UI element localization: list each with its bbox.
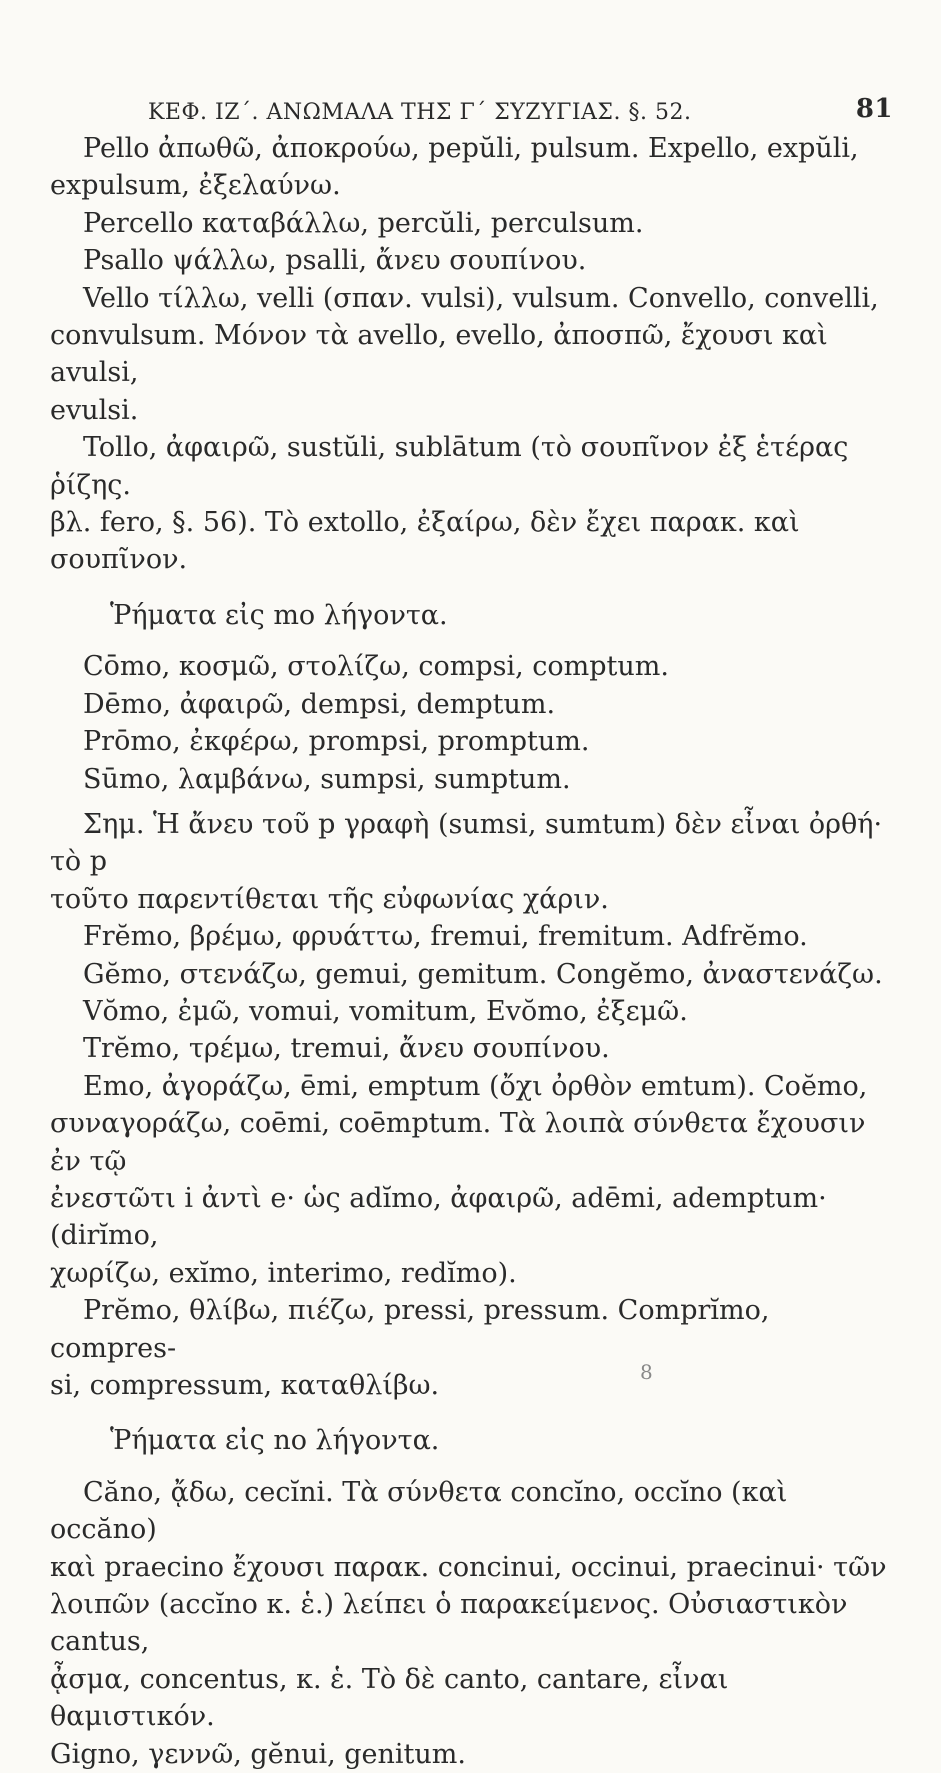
text-line: Emo, ἀγοράζω, ēmi, emptum (ὄχι ὀρθὸν emtum). Coĕmo, — [83, 1070, 868, 1102]
text-line: Percello καταβάλλω, percŭli, perculsum. — [83, 207, 644, 239]
text-line: χωρίζω, exĭmo, interimo, redĭmo). — [50, 1257, 517, 1289]
text-line: Prōmo, ἐκφέρω, prompsi, promptum. — [83, 726, 590, 758]
text-line: evulsi. — [50, 394, 139, 426]
text-line: Trĕmo, τρέμω, tremui, ἄνευ σουπίνου. — [83, 1033, 610, 1065]
note-line: Σημ. Ἡ ἄνευ τοῦ p γραφὴ (sumsi, sumtum) δὲν εἶναι ὀρθή· τὸ p — [50, 808, 883, 878]
page-body — [50, 130, 900, 1773]
text-line: Vello τίλλω, velli (σπαν. vulsi), vulsum. Convello, convelli, — [83, 282, 879, 314]
text-line: βλ. fero, §. 56). Τὸ extollo, ἐξαίρω, δὲν ἔχει παρακ. καὶ σουπῖνον. — [50, 507, 800, 576]
text-line: Sūmo, λαμβάνω, sumpsi, sumptum. — [83, 763, 571, 795]
text-line: expulsum, ἐξελαύνω. — [50, 170, 341, 202]
note-line: τοῦτο παρεντίθεται τῆς εὐφωνίας χάριν. — [50, 883, 609, 915]
text-line: Cōmo, κοσμῶ, στολίζω, compsi, comptum. — [83, 651, 669, 683]
text-line: Dēmo, ἀφαιρῶ, dempsi, demptum. — [83, 688, 556, 720]
running-header — [148, 94, 893, 125]
text-line: λοιπῶν (accĭno κ. ἑ.) λείπει ὁ παρακείμενος. Οὐσιαστικὸν cantus, — [50, 1589, 848, 1658]
text-line: ᾆσμα, concentus, κ. ἑ. Τὸ δὲ canto, cantare, εἶναι θαμιστικόν. — [50, 1663, 729, 1733]
text-line: Tollo, ἀφαιρῶ, sustŭli, sublātum (τὸ σουπῖνον ἐξ ἑτέρας ῥίζης. — [50, 432, 849, 501]
text-line: Psallo ψάλλω, psalli, ἄνευ σουπίνου. — [83, 245, 587, 277]
text-line: Gĕmo, στενάζω, gemui, gemitum. Congĕmo, ἀναστενάζω. — [83, 958, 883, 990]
text-line: καὶ praecino ἔχουσι παρακ. concinui, occinui, praecinui· τῶν — [50, 1551, 887, 1583]
section-heading: Ῥήματα εἰς mo λήγοντα. — [110, 599, 448, 631]
text-line: Frĕmo, βρέμω, φρυάττω, fremui, fremitum. Adfrĕmo. — [83, 921, 808, 953]
text-line: Căno, ᾄδω, cecĭni. Τὰ σύνθετα concĭno, occĭno (καὶ occăno) — [50, 1476, 788, 1546]
text-line: si, compressum, καταθλίβω. — [50, 1370, 440, 1401]
running-head-title: ΚΕΦ. ΙΖ΄. ΑΝΩΜΑΛΑ ΤΗΣ Γ΄ ΣΥΖΥΓΙΑΣ. §. 52. — [148, 100, 692, 125]
text-line: Pello ἀπωθῶ, ἀποκρούω, pepŭli, pulsum. Expello, expŭli, — [83, 133, 859, 164]
text-line: Gigno, γεννῶ, gĕnui, genitum. — [50, 1738, 466, 1770]
text-line: Vŏmo, ἐμῶ, vomui, vomitum, Evŏmo, ἐξεμῶ. — [83, 995, 688, 1027]
text-line: Prĕmo, θλίβω, πιέζω, pressi, pressum. Comprĭmo, compres- — [50, 1295, 770, 1364]
text-line: convulsum. Μόνον τὰ avello, evello, ἀποσπῶ, ἔχουσι καὶ avulsi, — [50, 320, 828, 389]
text-line: συναγοράζω, coēmi, coēmptum. Τὰ λοιπὰ σύνθετα ἔχουσιν ἐν τῷ — [50, 1108, 866, 1177]
section-heading: Ῥήματα εἰς no λήγοντα. — [110, 1425, 440, 1457]
signature-mark: 8 — [640, 1360, 653, 1384]
text-line: ἐνεστῶτι i ἀντὶ e· ὡς adĭmo, ἀφαιρῶ, adēmi, ademptum· (dirĭmo, — [50, 1182, 827, 1252]
page-number: 81 — [855, 94, 893, 124]
